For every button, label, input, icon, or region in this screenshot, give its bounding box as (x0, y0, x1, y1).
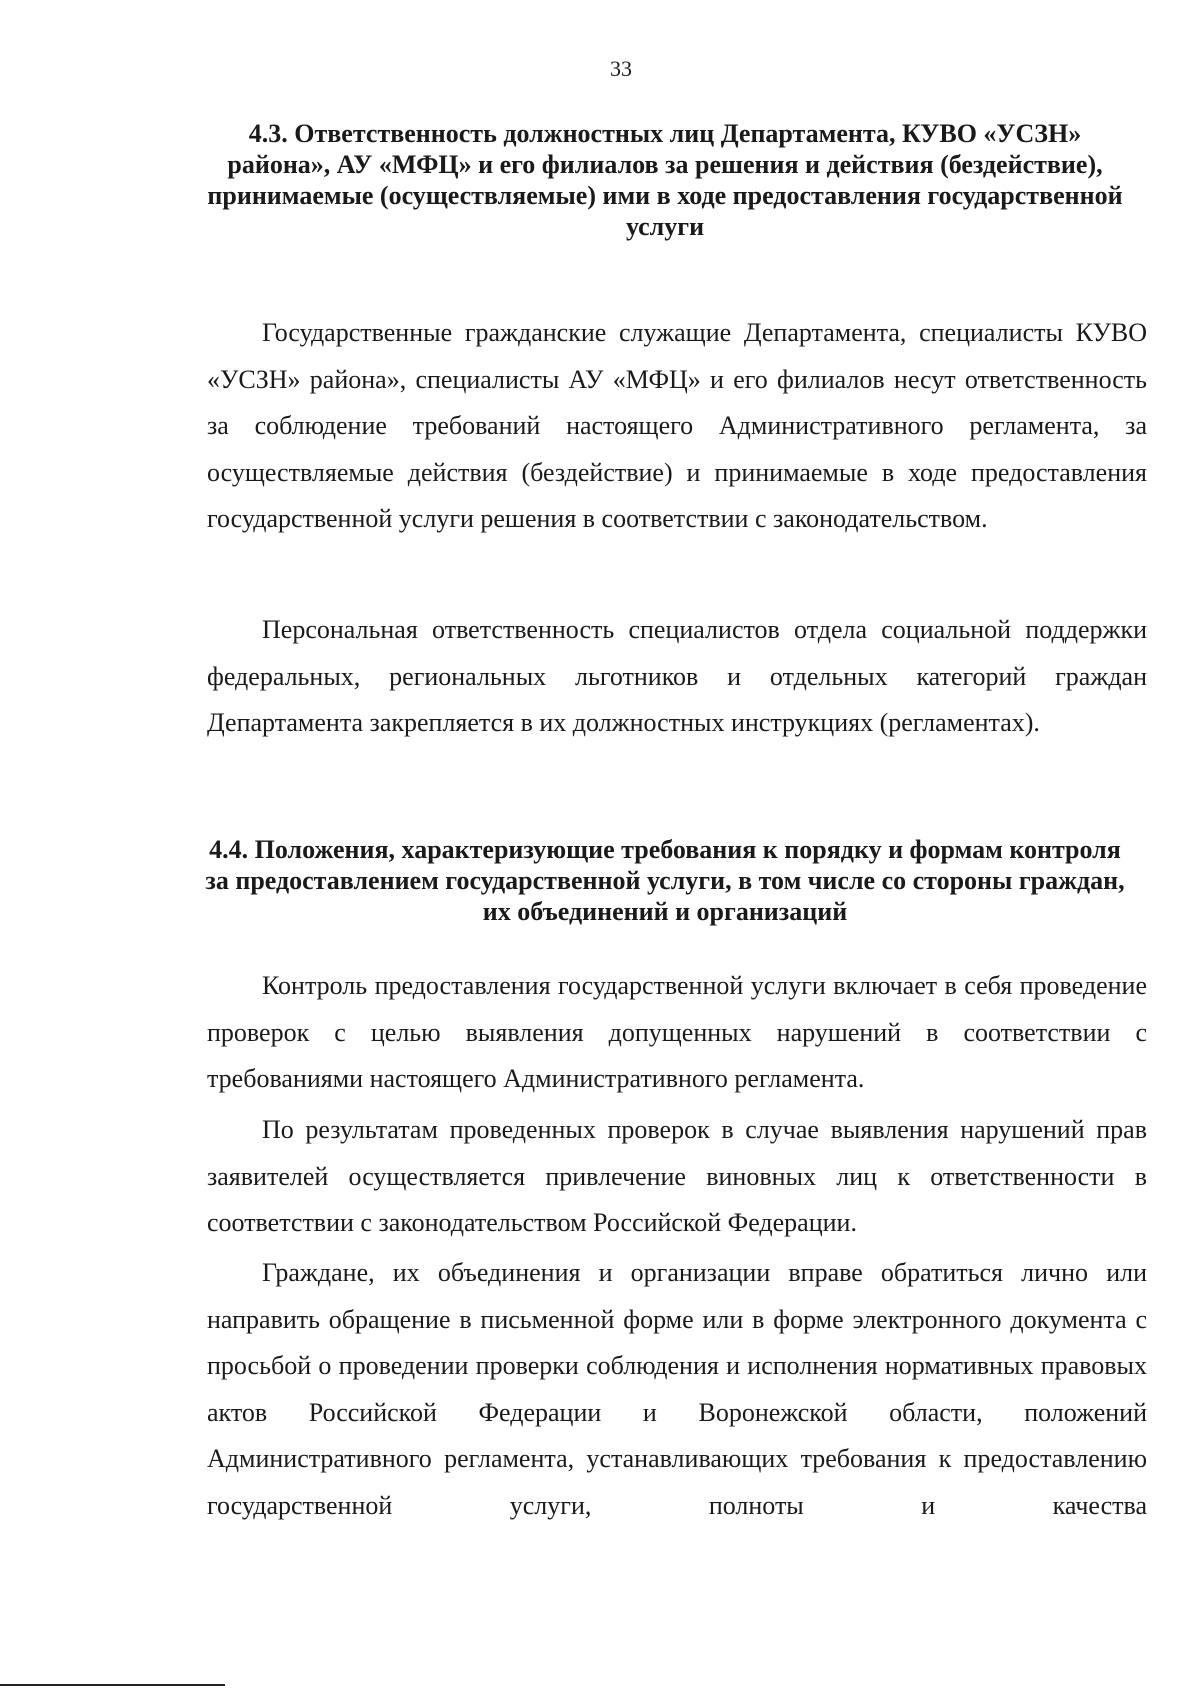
section-4-3-paragraph-1: Государственные гражданские служащие Департамента, специалисты КУВО «УСЗН» района», специалисты АУ «МФЦ» и его филиалов несут ответственность за соблюдение требований настоящего Административного регламента, за осуществляемые действия (бездействие) и принимаемые в ходе предоставления государственной услуги решения в соответствии с законодательством. (207, 318, 1147, 533)
section-4-4-paragraph-2: По результатам проведенных проверок в случае выявления нарушений прав заявителей осуществляется привлечение виновных лиц к ответственности в соответствии с законодательством Российской Федерации. (207, 1115, 1147, 1237)
section-4-3-paragraph-2: Персональная ответственность специалистов отдела социальной поддержки федеральных, региональных льготников и отдельных категорий граждан Департамента закрепляется в их должностных инструкциях (регламентах). (207, 615, 1147, 737)
page-number: 33 (610, 56, 632, 81)
section-4-3-heading: 4.3. Ответственность должностных лиц Департамента, КУВО «УСЗН» района», АУ «МФЦ» и его филиалов за решения и действия (бездействие), принимаемые (осуществляемые) ими в ходе предоставления государственной услуги (207, 119, 1123, 241)
footer-divider (0, 1684, 225, 1686)
section-4-4-paragraph-1: Контроль предоставления государственной услуги включает в себя проведение проверок с целью выявления допущенных нарушений в соответствии с требованиями настоящего Административного регламента. (207, 971, 1147, 1093)
section-4-4-paragraph-3: Граждане, их объединения и организации вправе обратиться лично или направить обращение в письменной форме или в форме электронного документа с просьбой о проведении проверки соблюдения и исполнения нормативных правовых актов Российской Федерации и Воронежской области, положений Административного регламента, устанавливающих требования к предоставлению государственной услуги, полноты и качества (207, 1258, 1147, 1520)
section-4-4-heading: 4.4. Положения, характеризующие требования к порядку и формам контроля за предоставлением государственной услуги, в том числе со стороны граждан, их объединений и организаций (205, 835, 1125, 926)
